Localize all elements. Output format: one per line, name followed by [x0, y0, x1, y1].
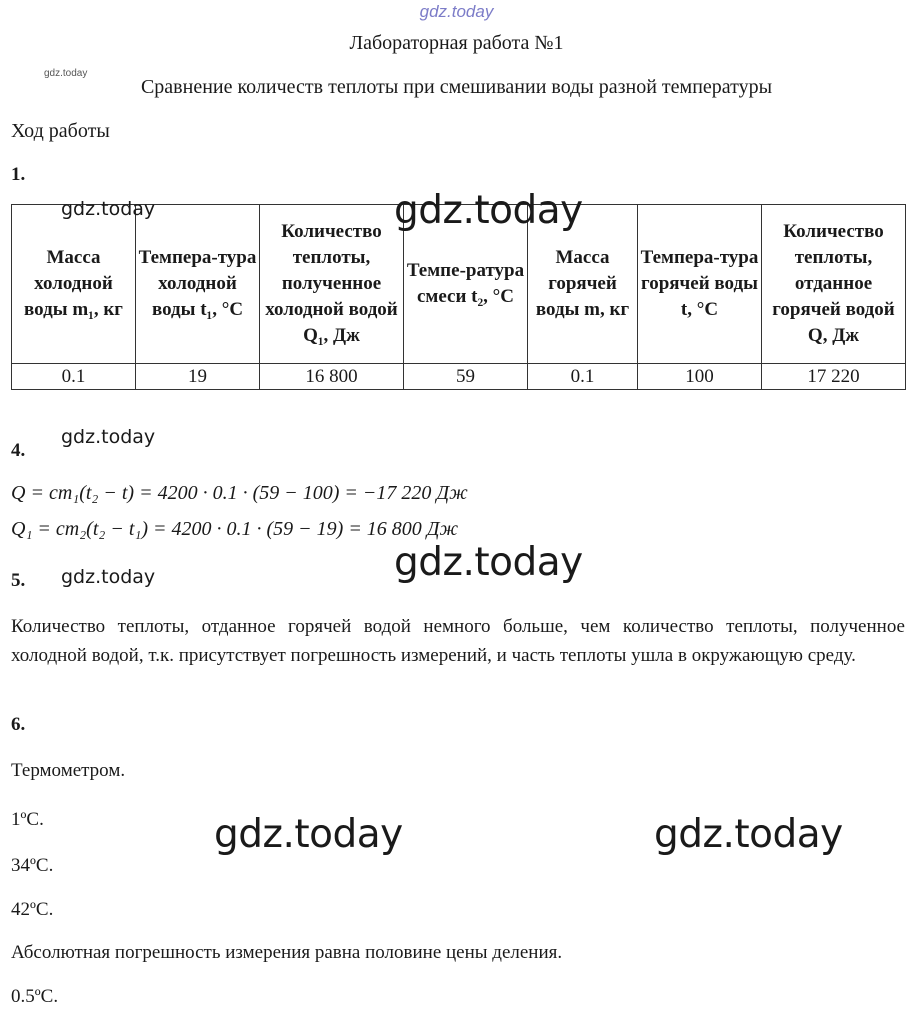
answer-line: 42ºС.	[11, 899, 54, 920]
formula-heat-received: Q₁ = cm₂(t₂ − t₁) = 4200 · 0.1 · (59 − 19) = 16 800 Дж	[11, 518, 459, 540]
answer-line: 0.5ºС.	[11, 986, 59, 1007]
section-number-1: 1.	[11, 164, 26, 185]
table-row	[12, 364, 906, 390]
answer-line: 34ºС.	[11, 855, 54, 876]
table-cell: 0.1	[12, 364, 136, 390]
watermark-small: gdz.today	[44, 68, 88, 79]
watermark-text: gdz.today	[61, 426, 156, 448]
formula-heat-given: Q = cm₁(t₂ − t) = 4200 · 0.1 · (59 − 100) = −17 220 Дж	[11, 482, 468, 504]
table-header: Масса холодной воды m₁, кг	[12, 205, 136, 364]
section-number-4: 4.	[11, 440, 26, 461]
watermark-text: gdz.today	[61, 566, 156, 588]
answer-line: Абсолютная погрешность измерения равна половине цены деления.	[11, 942, 563, 963]
page-subtitle: Сравнение количеств теплоты при смешивании воды разной температуры	[140, 76, 773, 98]
table-cell: 59	[404, 364, 528, 390]
answer-line: 1ºС.	[11, 809, 44, 830]
watermark-text: gdz.today	[654, 812, 843, 857]
table-cell: 16 800	[260, 364, 404, 390]
table-header: Темпера-тура горячей воды t, °С	[638, 205, 762, 364]
table-cell: 19	[136, 364, 260, 390]
table-cell: 0.1	[528, 364, 638, 390]
table-header: Масса горячей воды m, кг	[528, 205, 638, 364]
watermark-text: gdz.today	[61, 198, 156, 220]
table-header: Количество теплоты, полученное холодной водой Q₁, Дж	[260, 205, 404, 364]
answer-line: Термометром.	[11, 760, 126, 781]
watermark-text: gdz.today	[394, 188, 583, 233]
table-cell: 100	[638, 364, 762, 390]
section-number-5: 5.	[11, 570, 26, 591]
section-heading: Ход работы	[11, 120, 110, 142]
section-number-6: 6.	[11, 714, 26, 735]
conclusion-paragraph: Количество теплоты, отданное горячей водой немного больше, чем количество теплоты, полученное холодной водой, т.к. присутствует погрешность измерений, и часть теплоты ушла в окружающую среду.	[11, 616, 905, 666]
table-header: Количество теплоты, отданное горячей водой Q, Дж	[762, 205, 906, 364]
watermark-text: gdz.today	[214, 812, 403, 857]
table-header: Темпе-ратура смеси t₂, °С	[404, 205, 528, 364]
table-cell: 17 220	[762, 364, 906, 390]
watermark-text: gdz.today	[394, 540, 583, 585]
table-header: Темпера-тура холодной воды t₁, °С	[136, 205, 260, 364]
page-title: Лабораторная работа №1	[349, 32, 564, 54]
watermark-top: gdz.today	[419, 2, 494, 21]
